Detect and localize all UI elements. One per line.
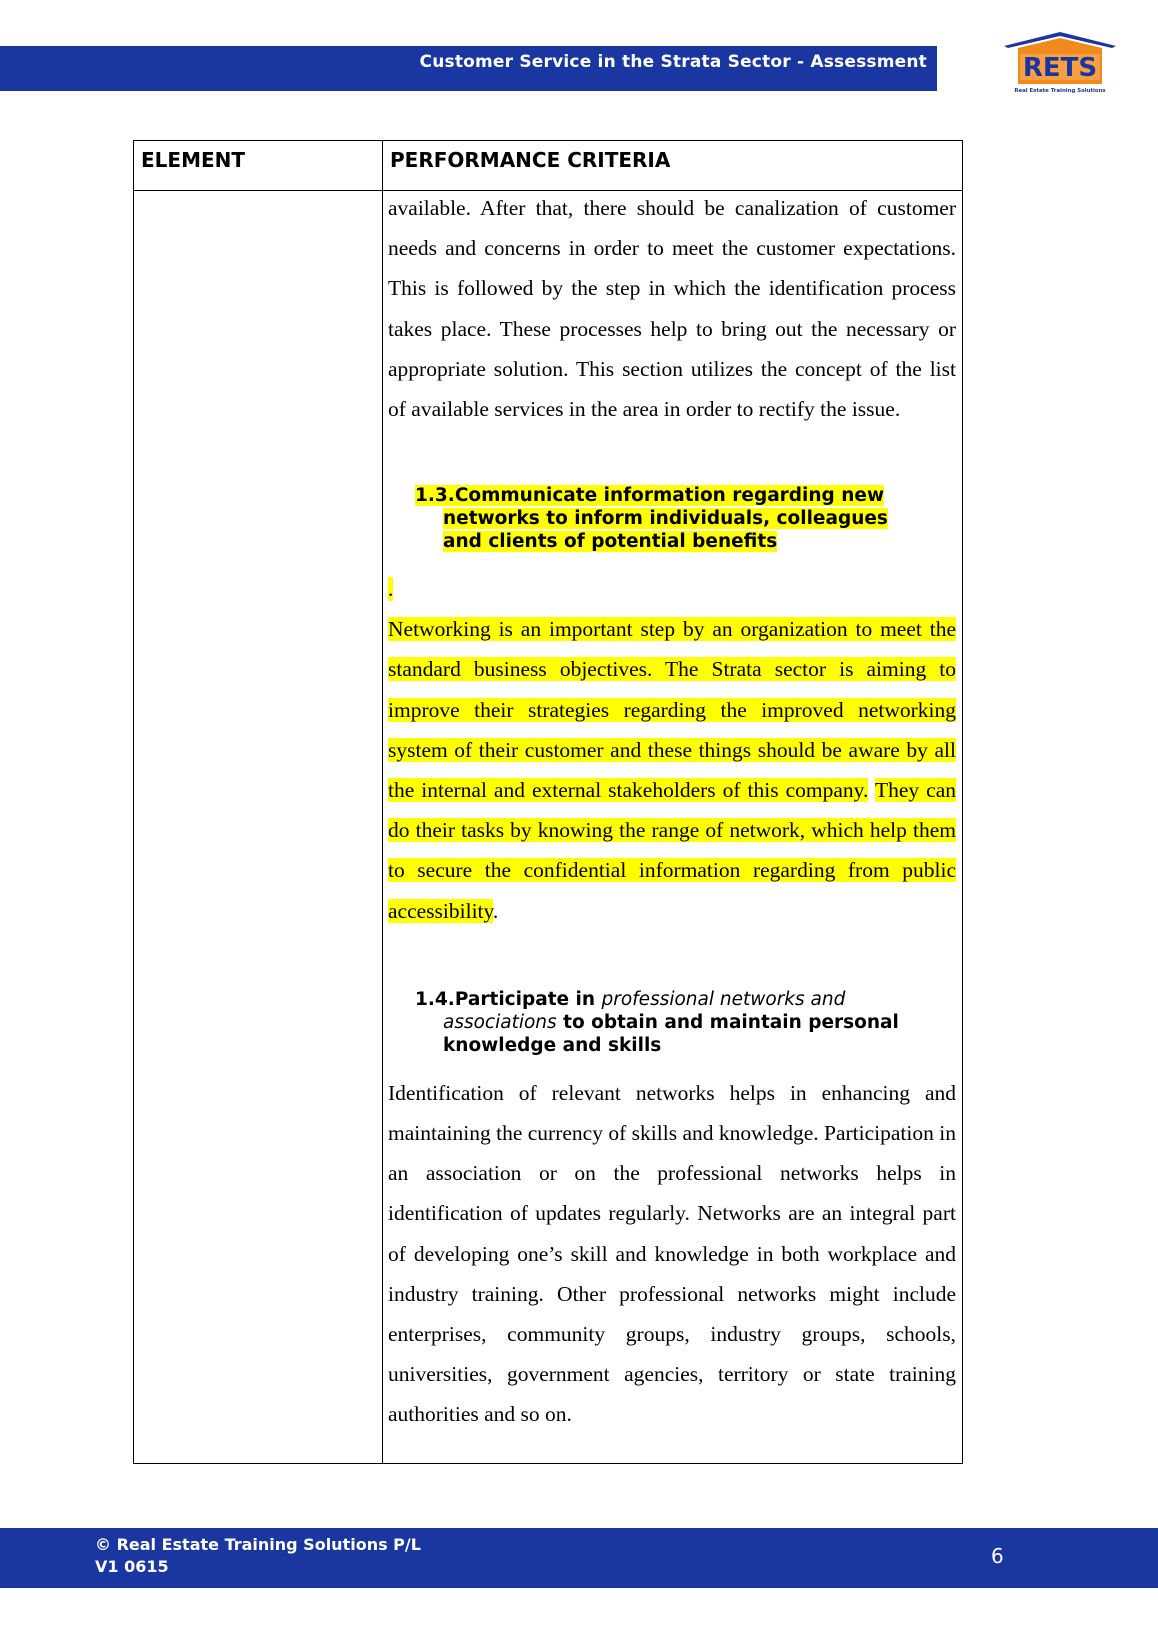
- heading-1-4-italic: professional networks and associations: [443, 988, 846, 1033]
- heading-1-3-text: Communicate information regarding new networks to inform individuals, colleagues and clients of potential benefits: [443, 485, 888, 553]
- footer-copyright-block: [95, 1534, 421, 1578]
- logo-tagline: Real Estate Training Solutions: [1014, 88, 1106, 94]
- page-number: 6: [991, 1544, 1004, 1568]
- footer-bar: [0, 1528, 1158, 1588]
- heading-1-3-number: 1.3.: [415, 485, 455, 507]
- criteria-cell: [388, 188, 956, 1435]
- networking-text-b: They can do their tasks by knowing the range of network, which help them to secure the confidential information regarding from public accessibility: [388, 778, 956, 923]
- column-divider: [382, 141, 383, 1463]
- header-bar: [0, 46, 937, 91]
- rets-logo: [1000, 30, 1120, 96]
- heading-1-4: [388, 988, 928, 1057]
- heading-1-4-number: 1.4.: [415, 988, 455, 1010]
- footer-copyright: © Real Estate Training Solutions P/L: [95, 1535, 421, 1554]
- networking-text-end: .: [492, 898, 499, 923]
- paragraph-participation: Identification of relevant networks helps in enhancing and maintaining the currency of skills and knowledge. Participation in an association or on the professional networks helps in identification of updates regularly. Networks are an integral part of developing one’s skill and knowledge in both workplace and industry training. Other professional networks might include enterprises, community groups, industry groups, schools, universities, government agencies, territory or state training authorities and so on.: [388, 1080, 956, 1427]
- logo-text: RETS: [1022, 53, 1098, 83]
- column-header-criteria: PERFORMANCE CRITERIA: [390, 148, 671, 172]
- networking-text-a: Networking is an important step by an organization to meet the standard business objectives. The Strata sector is aiming to improve their strategies regarding the improved networking system of their customer and these things should be aware by all the internal and external stakeholders of this company.: [388, 617, 956, 803]
- footer-version: V1 0615: [95, 1557, 169, 1576]
- paragraph-networking: [388, 609, 956, 931]
- paragraph-services: available. After that, there should be canalization of customer needs and concerns in order to meet the customer expectations. This is followed by the step in which the identification process takes place. These processes help to bring out the necessary or appropriate solution. This section utilizes the concept of the list of available services in the area in order to rectify the issue.: [388, 196, 956, 422]
- document-title: Customer Service in the Strata Sector - Assessment: [419, 52, 927, 72]
- heading-1-4-bold-end: to obtain and maintain personal knowledge and skills: [443, 1011, 899, 1056]
- heading-1-4-bold-start: Participate in: [454, 988, 596, 1010]
- highlighted-dot: .: [388, 577, 394, 602]
- column-header-element: ELEMENT: [141, 148, 246, 172]
- heading-1-3: [388, 484, 928, 553]
